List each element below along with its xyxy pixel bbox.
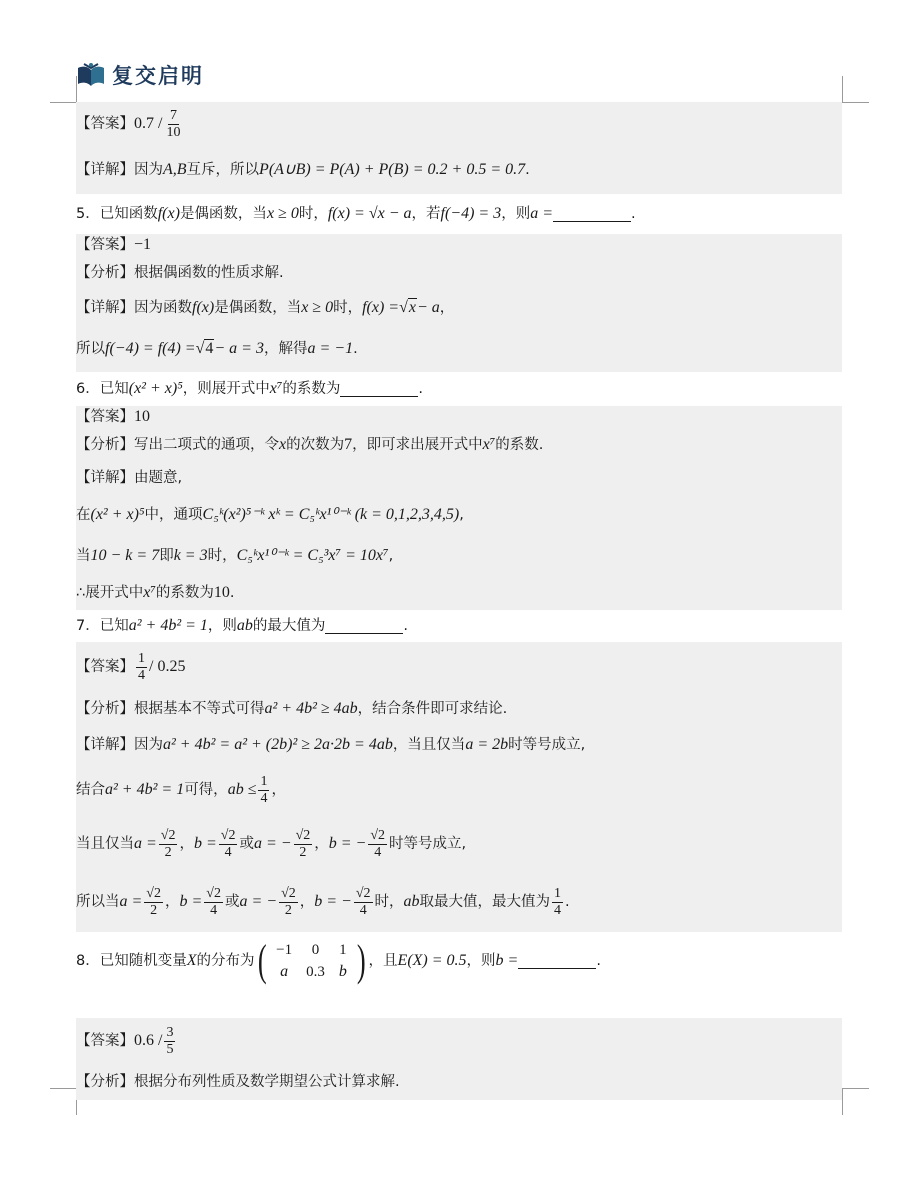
answer-blank[interactable] [553,207,631,222]
distribution-matrix: ( −1 0 1 a 0.3 b ) [257,936,366,985]
crop-mark-bottom-left [50,1088,77,1115]
header-logo [76,60,204,90]
question-8: 8．已知随机变量 X 的分布为 ( −1 0 1 a 0.3 b ) ，且 E(X) = 0.5 ，则 b = . [76,932,842,990]
answer-fraction: $\frac{7}{10}$ [166,107,181,140]
answer-block-q4 [76,102,842,194]
open-book-logo-icon [76,62,106,88]
answer-block-q8: 【答案】 0.6 / $\frac{3}{5}$ 【分析】 根据分布列性质及数学期望公式计算求解. [76,1018,842,1100]
crop-mark-bottom-right [842,1088,869,1115]
crop-mark-top-right [842,76,869,103]
question-7: 7．已知 a² + 4b² = 1 ，则 ab 的最大值为 . [76,610,842,642]
detail-row: 【详解】 因为 A,B 互斥，所以 P(A∪B) = P(A) + P(B) = 0.2 + 0.5 = 0.7 . [76,161,530,178]
answer-blank[interactable] [325,619,403,634]
answer-block-q5: 【答案】 −1 【分析】 根据偶函数的性质求解. 【详解】 因为函数 f(x) 是偶函数，当 x ≥ 0 时， f(x) = √x − a ， 所以 f(−4) = f(4) = √4 − a = 3 ，解得 a = −1 . [76,234,842,372]
answer-row: 【答案】 0.7 / $\frac{7}{10}$ [76,107,181,140]
document-body [76,102,842,1100]
question-6: 6．已知 (x² + x)⁵ ，则展开式中 x⁷ 的系数为 . [76,372,842,406]
question-5: 5．已知函数 f(x) 是偶函数，当 x ≥ 0 时， f(x) = √x − a ，若 f(−4) = 3 ，则 a = . [76,194,842,234]
answer-blank[interactable] [340,382,418,397]
answer-block-q7: 【答案】 $\frac{1}{4}$ / 0.25 【分析】 根据基本不等式可得 a² + 4b² ≥ 4ab ，结合条件即可求结论. 【详解】 因为 a² + 4b² = a² + (2b)² ≥ 2a·2b = 4ab ，当且仅当 a = 2b 时等号成立, 结合 a² + 4b² = 1 可得， ab ≤ $\frac{1}{4}$ ， 当且仅当 a = $\frac{√2}{2}$ ， b = $\frac{√2}{4}$ 或 a = − $\frac{√2}{2}$ ， b = − $\frac{√2}{4}$ 时等号成立, 所以当 a = $\frac{√2}{2}$ ， b = $\frac{√2}{4}$ 或 a = − $\frac{√2}{2}$ ， b = − $\frac{√2}{4}$ 时， ab 取最大值，最大值为 $\frac{1}{4}$ . [76,642,842,932]
answer-block-q6: 【答案】 10 【分析】 写出二项式的通项，令 x 的次数为 7 ，即可求出展开式中 x⁷ 的系数. 【详解】 由题意, 在 (x² + x)⁵ 中，通项 C₅ᵏ(x²)⁵⁻ᵏ xᵏ = C₅ᵏx¹⁰⁻ᵏ (k = 0,1,2,3,4,5) , 当 10 − k = 7 即 k = 3 时， C₅ᵏx¹⁰⁻ᵏ = C₅³x⁷ = 10x⁷ , ∴展开式中 x⁷ 的系数为 10 . [76,406,842,610]
logo-text: 复交启明 [112,63,204,88]
answer-blank[interactable] [518,954,596,969]
crop-mark-top-left [50,76,77,103]
